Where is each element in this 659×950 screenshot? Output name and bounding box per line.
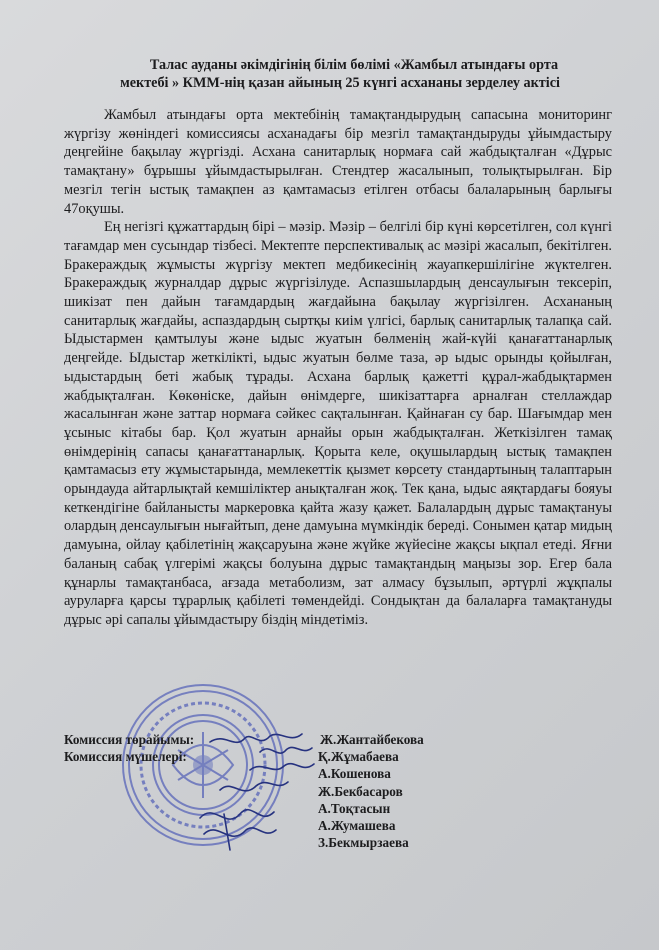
title-line-1: Талас ауданы әкімдігінің білім бөлімі «Жамбыл атындағы орта: [149, 57, 559, 73]
commission-chair-row: [64, 731, 624, 748]
commission-member-row: [64, 800, 624, 817]
member-name: Ж.Бекбасаров: [318, 783, 403, 799]
chair-label: Комиссия төрайымы:: [64, 732, 195, 747]
chair-name: Ж.Жантайбекова: [320, 732, 424, 747]
paragraph-2: Ең негізгі құжаттардың бірі – мәзір. Мәзір – белгілі бір күні көрсетілген, сол күнгі тағамдар мен сусындар тізбесі. Мектепте перспективалық ас мәзірі жасалып, бекітілген. Бракераждық жұмысты жүргізу мектеп медбикесінің жауапкершілігіне жүктелген. Бракераждық журналдар дұрыс жүргізілуде. Аспазшылардың денсаулығын тексеріп, шикізат пен дайын тағамдардың жағдайына бақылау жүргізілген. Асхананың санитарлық жағдайы, аспаздардың сыртқы киім үлгісі, барлық санитарлық талапқа сай. Ыдыстармен қамтылуы және ыдыс жуатын бөлменің жай-күйі қанағаттанарлық деңгейде. Ыдыстар жеткілікті, ыдыс жуатын бөлме таза, әр ыдыс орынды қойылған, ыдыстардың беті жабық тұрады. Асхана барлық қажетті құрал-жабдықтармен жабдықталған. Көкөніске, дайын өнімдерге, шикізаттарға арналған стеллаждар жасалынған және заттар нормаға сәйкес сақталынған. Қайнаған су бар. Шағымдар мен ұсыныс кітабы бар. Қол жуатын арнайы орын жабдықталған. Жеткізілген тамақ өнімдерінің сапасы қанағаттанарлық. Қорыта келе, оқушылардың ыстық тамақпен қамтамасыз ету жұмыстарында, мемлекеттік қызмет көрсету стандартының талаптарын орындауда айтарлықтай кемшіліктер анықталған жоқ. Тек қана, ыдыс аяқтардағы бояуы кеткендігіне байланысты маркеровка қайта жазу қажет. Балалардың дұрыс тамақтануы олардың денсаулығын нығайтып, дене дамуына мүмкіндік береді. Сонымен қатар мидың дамуына, ойлау қабілетінің жақсаруына және жүйке жүйесіне жақсы ықпал етеді. Яғни баланың сабақ үлгерімі жақсы болуына дұрыс тамақтандың маңызы зор. Егер бала құнарлы тамақтанбаса, ағзада метаболизм, зат алмасу бұзылып, әртүрлі жұқпалы ауруларға қарсы тұрарлық қабілеті төмендейді. Сондықтан да балаларға тамақтануды дұрыс әрі сапалы ұйымдастыру біздің міндетіміз.: [64, 219, 612, 628]
member-name: А.Тоқтасын: [318, 800, 391, 816]
member-name: А.Кошенова: [318, 766, 391, 782]
title-line-2: мектебі » КММ-нің қазан айының 25 күнгі асхананы зерделеу актісі: [120, 75, 560, 91]
document-title: [40, 56, 640, 92]
paragraph-1: Жамбыл атындағы орта мектебінің тамақтандырудың сапасына мониторинг жүргізу жөніндегі комиссиясы асханадағы бір мезгіл тамақтандыруды ұйымдастыру деңгейіне бақылау жүргізді. Асхана санитарлық нормаға сай жабдықталған «Дұрыс тамақтану» бұрышы ұйымдастырылған. Стендтер жасалынып, толықтырылған. Бір мезгіл тегін ыстық тамақпен аз қамтамасыз етілген отбасы балаларының барлығы 47оқушы.: [64, 107, 612, 217]
commission-member-row: [64, 765, 624, 782]
member-name: Қ.Жұмабаева: [318, 749, 399, 765]
document-body: [64, 106, 612, 630]
commission-member-row: [64, 783, 624, 800]
commission-members-row: [64, 748, 624, 765]
commission-member-row: [64, 834, 624, 851]
commission-member-row: [64, 817, 624, 834]
member-name: З.Бекмырзаева: [318, 835, 409, 851]
commission-block: [64, 731, 624, 851]
members-label: Комиссия мүшелері:: [64, 749, 187, 765]
member-name: А.Жумашева: [318, 817, 396, 833]
